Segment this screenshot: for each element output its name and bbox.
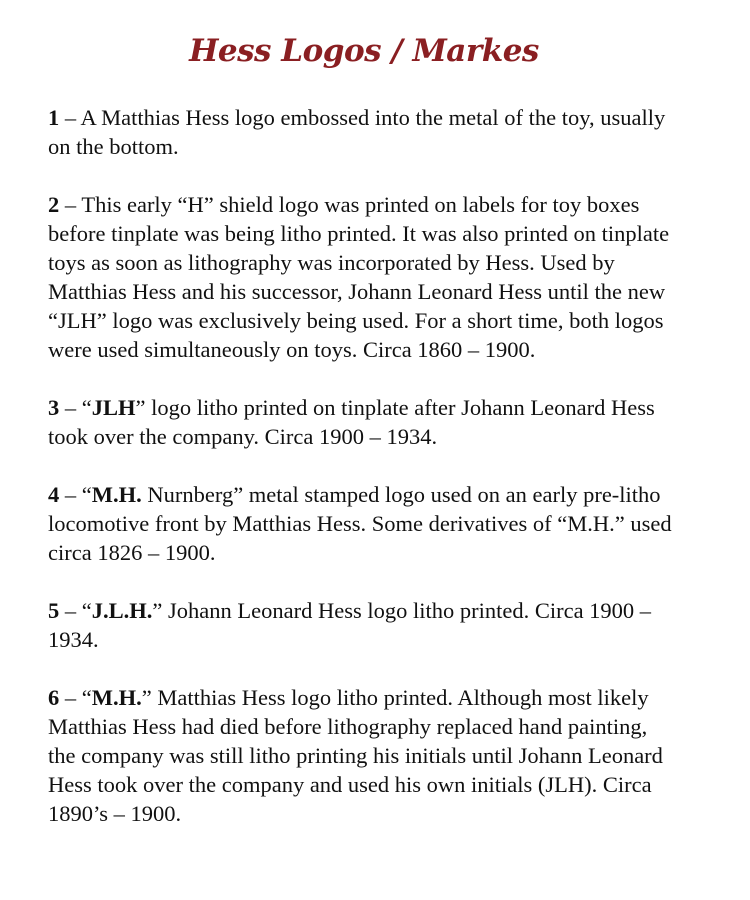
logo-entry-3: [48, 393, 680, 451]
entry-separator: –: [59, 395, 82, 420]
entry-description: Matthias Hess logo litho printed. Although most likely Matthias Hess had died before lithography replaced hand painting, the company was still litho printing his initials until Johann Leonard Hess took over the company and used his own initials (JLH). Circa 1890’s – 1900.: [48, 685, 663, 826]
entry-separator: –: [59, 105, 81, 130]
entry-open-quote: “: [81, 685, 92, 710]
entry-separator: –: [59, 192, 82, 217]
logo-entry-1: [48, 103, 680, 161]
entry-number: 6: [48, 685, 60, 710]
entry-logo-name: J.L.H.: [91, 598, 153, 623]
entry-open-quote: “: [81, 598, 92, 623]
entry-close-quote: ”: [141, 685, 152, 710]
entry-logo-name: JLH: [91, 395, 136, 420]
page-title: Hess Logos / Markes: [189, 33, 539, 69]
entry-separator: –: [59, 598, 82, 623]
entry-description: Nurnberg” metal stamped logo used on an early pre-litho locomotive front by Matthias Hess. Some derivatives of “M.H.” used circa 1826 – 1900.: [48, 482, 672, 565]
entry-description: A Matthias Hess logo embossed into the metal of the toy, usually on the bottom.: [48, 105, 666, 159]
entry-number: 5: [48, 598, 60, 623]
entry-number: 1: [48, 105, 60, 130]
entry-separator: –: [59, 482, 82, 507]
entry-separator: –: [59, 685, 82, 710]
logo-entry-4: [48, 480, 680, 567]
entry-number: 2: [48, 192, 60, 217]
logo-entry-5: [48, 596, 680, 654]
entry-close-quote: ”: [135, 395, 146, 420]
entry-number: 4: [48, 482, 60, 507]
entry-description: logo litho printed on tinplate after Johann Leonard Hess took over the company. Circa 1900 – 1934.: [48, 395, 655, 449]
entry-open-quote: “: [81, 395, 92, 420]
logo-entry-6: [48, 683, 680, 828]
entry-number: 3: [48, 395, 60, 420]
entry-description: Johann Leonard Hess logo litho printed. Circa 1900 – 1934.: [48, 598, 652, 652]
entry-open-quote: “: [81, 482, 92, 507]
logo-entry-list: [48, 103, 680, 828]
entry-logo-name: M.H.: [91, 685, 142, 710]
logo-entry-2: [48, 190, 680, 364]
entry-description: This early “H” shield logo was printed on labels for toy boxes before tinplate was being litho printed. It was also printed on tinplate toys as soon as lithography was incorporated by Hess. Used by Matthias Hess and his successor, Johann Leonard Hess until the new “JLH” logo was exclusively being used. For a short time, both logos were used simultaneously on toys. Circa 1860 – 1900.: [48, 192, 670, 362]
entry-logo-name: M.H.: [91, 482, 142, 507]
entry-close-quote: ”: [152, 598, 163, 623]
